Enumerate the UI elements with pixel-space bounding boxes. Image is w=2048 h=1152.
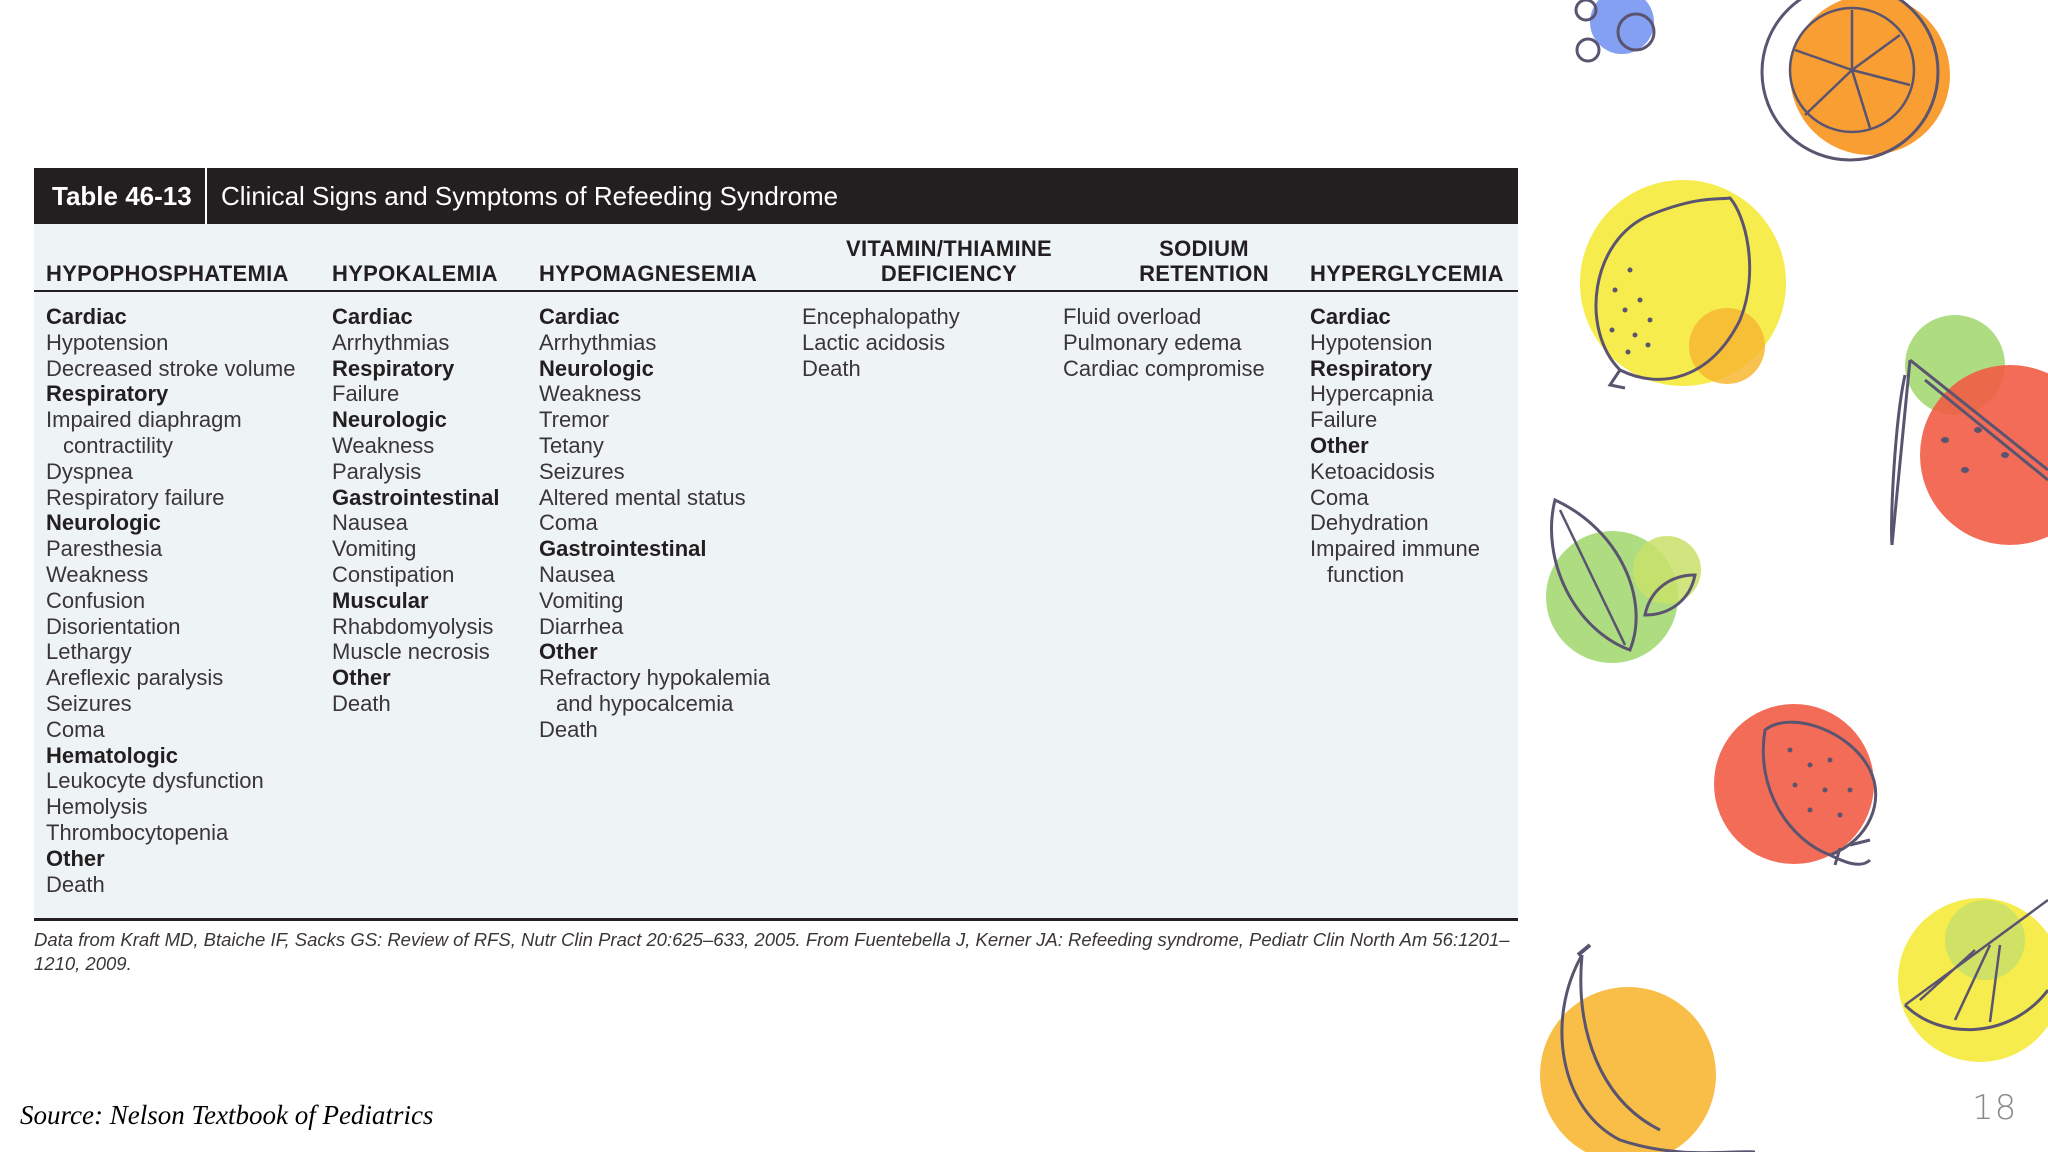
fruit-decoration	[1520, 0, 2048, 1152]
symptom-item: Failure	[332, 381, 400, 407]
category-label: Respiratory	[46, 381, 169, 407]
category-label: Respiratory	[332, 355, 455, 381]
symptom-item: Areflexic paralysis	[46, 665, 224, 691]
symptom-item: Encephalopathy	[802, 304, 960, 329]
category-label: Other	[332, 665, 391, 691]
symptom-item: Rhabdomyolysis	[332, 613, 494, 639]
symptom-item: Ketoacidosis	[1310, 458, 1435, 484]
symptom-item: Disorientation	[46, 613, 181, 639]
symptom-item: Weakness	[539, 381, 642, 407]
header-text: SODIUM	[1159, 236, 1249, 261]
symptom-item: Pulmonary edema	[1063, 329, 1242, 355]
header-text: HYPERGLYCEMIA	[1310, 261, 1504, 286]
symptom-item: Cardiac compromise	[1063, 355, 1265, 381]
symptom-item: Death	[539, 716, 598, 742]
lemon-icon	[1580, 180, 1786, 388]
symptom-item: Respiratory failure	[46, 484, 225, 510]
symptom-item: Fluid overload	[1063, 304, 1202, 329]
category-label: Neurologic	[539, 355, 654, 381]
column-hypomagnesemia	[539, 304, 771, 743]
symptom-item: Seizures	[539, 458, 625, 484]
column-vitamin-thiamine	[802, 304, 1042, 381]
symptom-item: Constipation	[332, 561, 455, 587]
category-label: Other	[1310, 432, 1369, 458]
category-label: Gastrointestinal	[332, 484, 500, 510]
symptom-item: Vomiting	[539, 587, 624, 613]
symptom-item: Confusion	[46, 587, 146, 613]
header-text: RETENTION	[1139, 261, 1269, 286]
category-label: Hematologic	[46, 742, 179, 768]
column-header	[1310, 261, 1504, 286]
symptom-item: Coma	[539, 510, 598, 536]
source-citation: Source: Nelson Textbook of Pediatrics	[20, 1100, 434, 1130]
table-footnote: Data from Kraft MD, Btaiche IF, Sacks GS: Review of RFS, Nutr Clin Pract 20:625–633, 2005. From Fuentebella J, Kerner JA: Refeeding syndrome, Pediatr Clin North Am 56:1201–1210, 2009.	[34, 929, 1510, 974]
banana-icon	[1540, 945, 1755, 1152]
symptom-item: Vomiting	[332, 536, 417, 562]
symptom-item: Leukocyte dysfunction	[46, 768, 264, 794]
symptom-item: Dyspnea	[46, 458, 133, 484]
category-label: Respiratory	[1310, 355, 1433, 381]
category-label: Neurologic	[332, 407, 447, 433]
symptom-item: Muscle necrosis	[332, 639, 490, 665]
table-number: Table 46-13	[34, 168, 207, 224]
symptom-item: Hemolysis	[46, 794, 148, 820]
category-label: Other	[46, 845, 105, 871]
symptom-item: Impaired diaphragm contractility	[46, 407, 242, 458]
symptom-item: Thrombocytopenia	[46, 819, 229, 845]
column-header	[46, 261, 289, 286]
header-text: VITAMIN/THIAMINE	[845, 236, 1053, 261]
category-label: Muscular	[332, 587, 429, 613]
watermelon-icon	[1892, 315, 2048, 545]
symptom-item: Weakness	[332, 432, 435, 458]
symptom-item: Hypercapnia	[1310, 381, 1434, 407]
page-number: 18	[1972, 1088, 2018, 1128]
column-header	[332, 261, 498, 286]
column-sodium-retention	[1063, 304, 1303, 381]
symptom-item: Coma	[1310, 484, 1369, 510]
column-hypokalemia	[332, 304, 522, 717]
column-hypophosphatemia	[46, 304, 316, 897]
category-label: Cardiac	[539, 304, 620, 329]
orange-slice-icon	[1762, 0, 1950, 160]
category-label: Cardiac	[1310, 304, 1391, 329]
symptom-item: Death	[46, 871, 105, 897]
column-header	[1054, 236, 1354, 286]
leaf-icon	[1546, 500, 1701, 663]
symptom-item: Arrhythmias	[332, 329, 450, 355]
symptom-item: Nausea	[332, 510, 408, 536]
header-text: HYPOPHOSPHATEMIA	[46, 261, 289, 286]
symptom-item: Diarrhea	[539, 613, 624, 639]
strawberry-icon	[1714, 704, 1876, 865]
symptom-item: Weakness	[46, 561, 149, 587]
category-label: Other	[539, 639, 598, 665]
symptom-item: Altered mental status	[539, 484, 746, 510]
column-hyperglycemia	[1310, 304, 1510, 588]
symptom-item: Failure	[1310, 407, 1378, 433]
symptom-item: Arrhythmias	[539, 329, 657, 355]
lime-slice-icon	[1898, 898, 2048, 1062]
symptom-item: Tremor	[539, 407, 610, 433]
category-label: Cardiac	[332, 304, 413, 329]
symptom-item: Death	[802, 355, 861, 381]
symptom-item: Death	[332, 690, 391, 716]
table-header-row	[34, 224, 1518, 292]
table-title: Clinical Signs and Symptoms of Refeeding Syndrome	[221, 180, 839, 211]
symptom-item: Decreased stroke volume	[46, 355, 296, 381]
symptom-item: Dehydration	[1310, 510, 1429, 536]
symptom-item: Paresthesia	[46, 536, 163, 562]
symptom-item: Lethargy	[46, 639, 132, 665]
symptom-item: Coma	[46, 716, 105, 742]
category-label: Neurologic	[46, 510, 161, 536]
symptom-item: Tetany	[539, 432, 604, 458]
category-label: Gastrointestinal	[539, 536, 707, 562]
symptom-item: Hypotension	[1310, 329, 1433, 355]
symptom-item: Nausea	[539, 561, 615, 587]
header-text: HYPOMAGNESEMIA	[539, 261, 758, 286]
category-label: Cardiac	[46, 304, 127, 329]
header-text: DEFICIENCY	[880, 261, 1018, 286]
symptom-item: Hypotension	[46, 329, 169, 355]
blueberry-icon	[1576, 0, 1654, 61]
symptom-item: Paralysis	[332, 458, 422, 484]
header-text: HYPOKALEMIA	[332, 261, 498, 286]
symptom-item: Lactic acidosis	[802, 329, 946, 355]
symptom-item: Seizures	[46, 690, 132, 716]
refeeding-table	[34, 168, 1518, 921]
symptom-item: Impaired immune function	[1310, 536, 1480, 587]
table-title-bar	[34, 168, 1518, 224]
table-body	[34, 224, 1518, 921]
symptom-item: Refractory hypokalemia and hypocalcemia	[539, 665, 771, 716]
column-header	[539, 261, 757, 286]
